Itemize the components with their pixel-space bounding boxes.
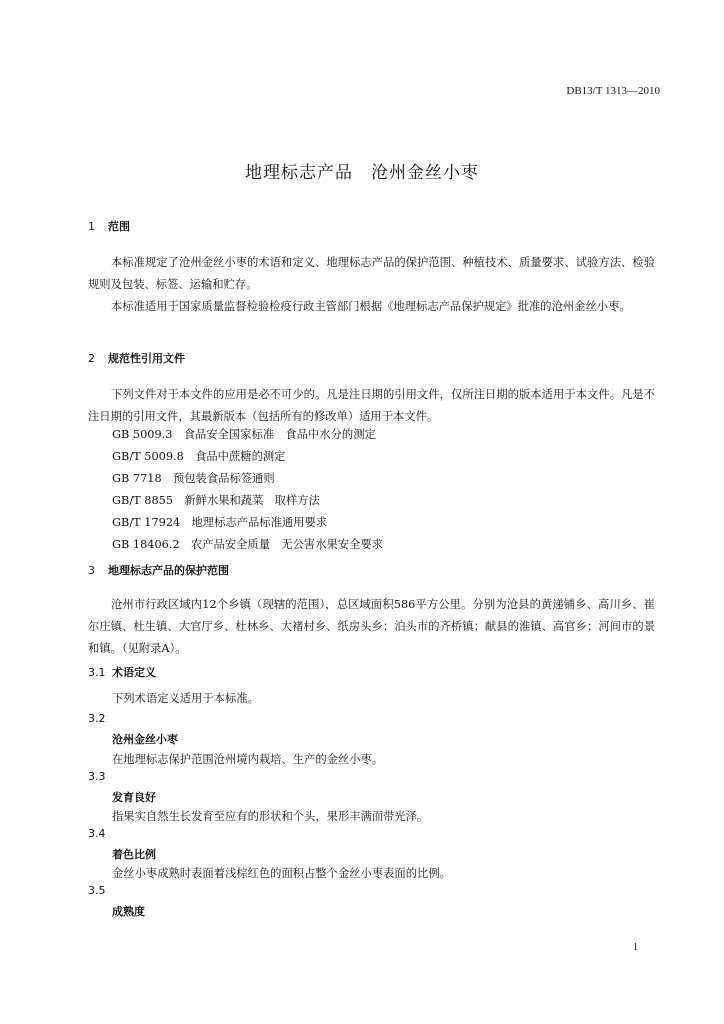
- term-number: 3.4: [88, 827, 106, 840]
- reference-item: GB/T 8855 新鲜水果和蔬菜 取样方法: [112, 494, 320, 507]
- subsection-label: 术语定义: [112, 666, 156, 679]
- term-number: 3.2: [88, 712, 106, 725]
- term-name: 沧州金丝小枣: [112, 733, 178, 746]
- section-2-paragraph: 下列文件对于本文件的应用是必不可少的。凡是注日期的引用文件，仅所注日期的版本适用于本文件。凡是不注日期的引用文件，其最新版本（包括所有的修改单）适用于本文件。: [88, 388, 655, 423]
- document-title: 地理标志产品 沧州金丝小枣: [245, 163, 479, 183]
- page-number: 1: [633, 942, 638, 953]
- section-3-paragraph: 沧州市行政区域内12个乡镇（现辖的范围），总区域面积586平方公里。分别为沧县的黄递铺乡、高川乡、崔尔庄镇、杜生镇、大官厅乡、杜林乡、大褚村乡、纸房头乡；泊头市的齐桥镇；献县的淮镇、高官乡；河间市的景和镇。（见附录A）。: [88, 598, 655, 655]
- term-name: 成熟度: [112, 905, 145, 918]
- subsection-number: 3.1: [88, 666, 106, 679]
- section-label: 规范性引用文件: [108, 352, 185, 365]
- section-number: 3: [88, 564, 95, 577]
- reference-item: GB 7718 预包装食品标签通则: [112, 472, 275, 485]
- term-definition: 指果实自然生长发育至应有的形状和个头，果形丰满而带光泽。: [112, 810, 429, 823]
- term-number: 3.5: [88, 884, 106, 897]
- document-number: DB13/T 1313—2010: [566, 85, 660, 97]
- section-1-heading: [88, 218, 130, 234]
- term-definition: 在地理标志保护范围沧州境内栽培、生产的金丝小枣。: [112, 753, 384, 766]
- section-label: 地理标志产品的保护范围: [108, 564, 229, 577]
- section-1-paragraph-2: 本标准适用于国家质量监督检验检疫行政主管部门根据《地理标志产品保护规定》批准的沧州金丝小枣。: [111, 300, 631, 313]
- reference-item: GB/T 5009.8 食品中蔗糖的测定: [112, 450, 286, 463]
- subsection-3-1-text: 下列术语定义适用于本标准。: [112, 692, 259, 705]
- section-label: 范围: [108, 220, 130, 233]
- reference-item: GB 18406.2 农产品安全质量 无公害水果安全要求: [112, 538, 383, 551]
- section-number: 2: [88, 352, 95, 365]
- section-2-heading: [88, 350, 185, 366]
- term-definition: 金丝小枣成熟时表面着浅棕红色的面积占整个金丝小枣表面的比例。: [112, 867, 451, 880]
- reference-item: GB 5009.3 食品安全国家标准 食品中水分的测定: [112, 428, 376, 441]
- section-number: 1: [88, 220, 95, 233]
- term-name: 发育良好: [112, 791, 156, 804]
- section-1-paragraph-1: 本标准规定了沧州金丝小枣的术语和定义、地理标志产品的保护范围、种植技术、质量要求、试验方法、检验规则及包装、标签、运输和贮存。: [88, 256, 655, 291]
- term-name: 着色比例: [112, 848, 156, 861]
- section-3-heading: [88, 562, 229, 578]
- reference-item: GB/T 17924 地理标志产品标准通用要求: [112, 516, 328, 529]
- term-number: 3.3: [88, 770, 106, 783]
- subsection-3-1-heading: [88, 664, 156, 680]
